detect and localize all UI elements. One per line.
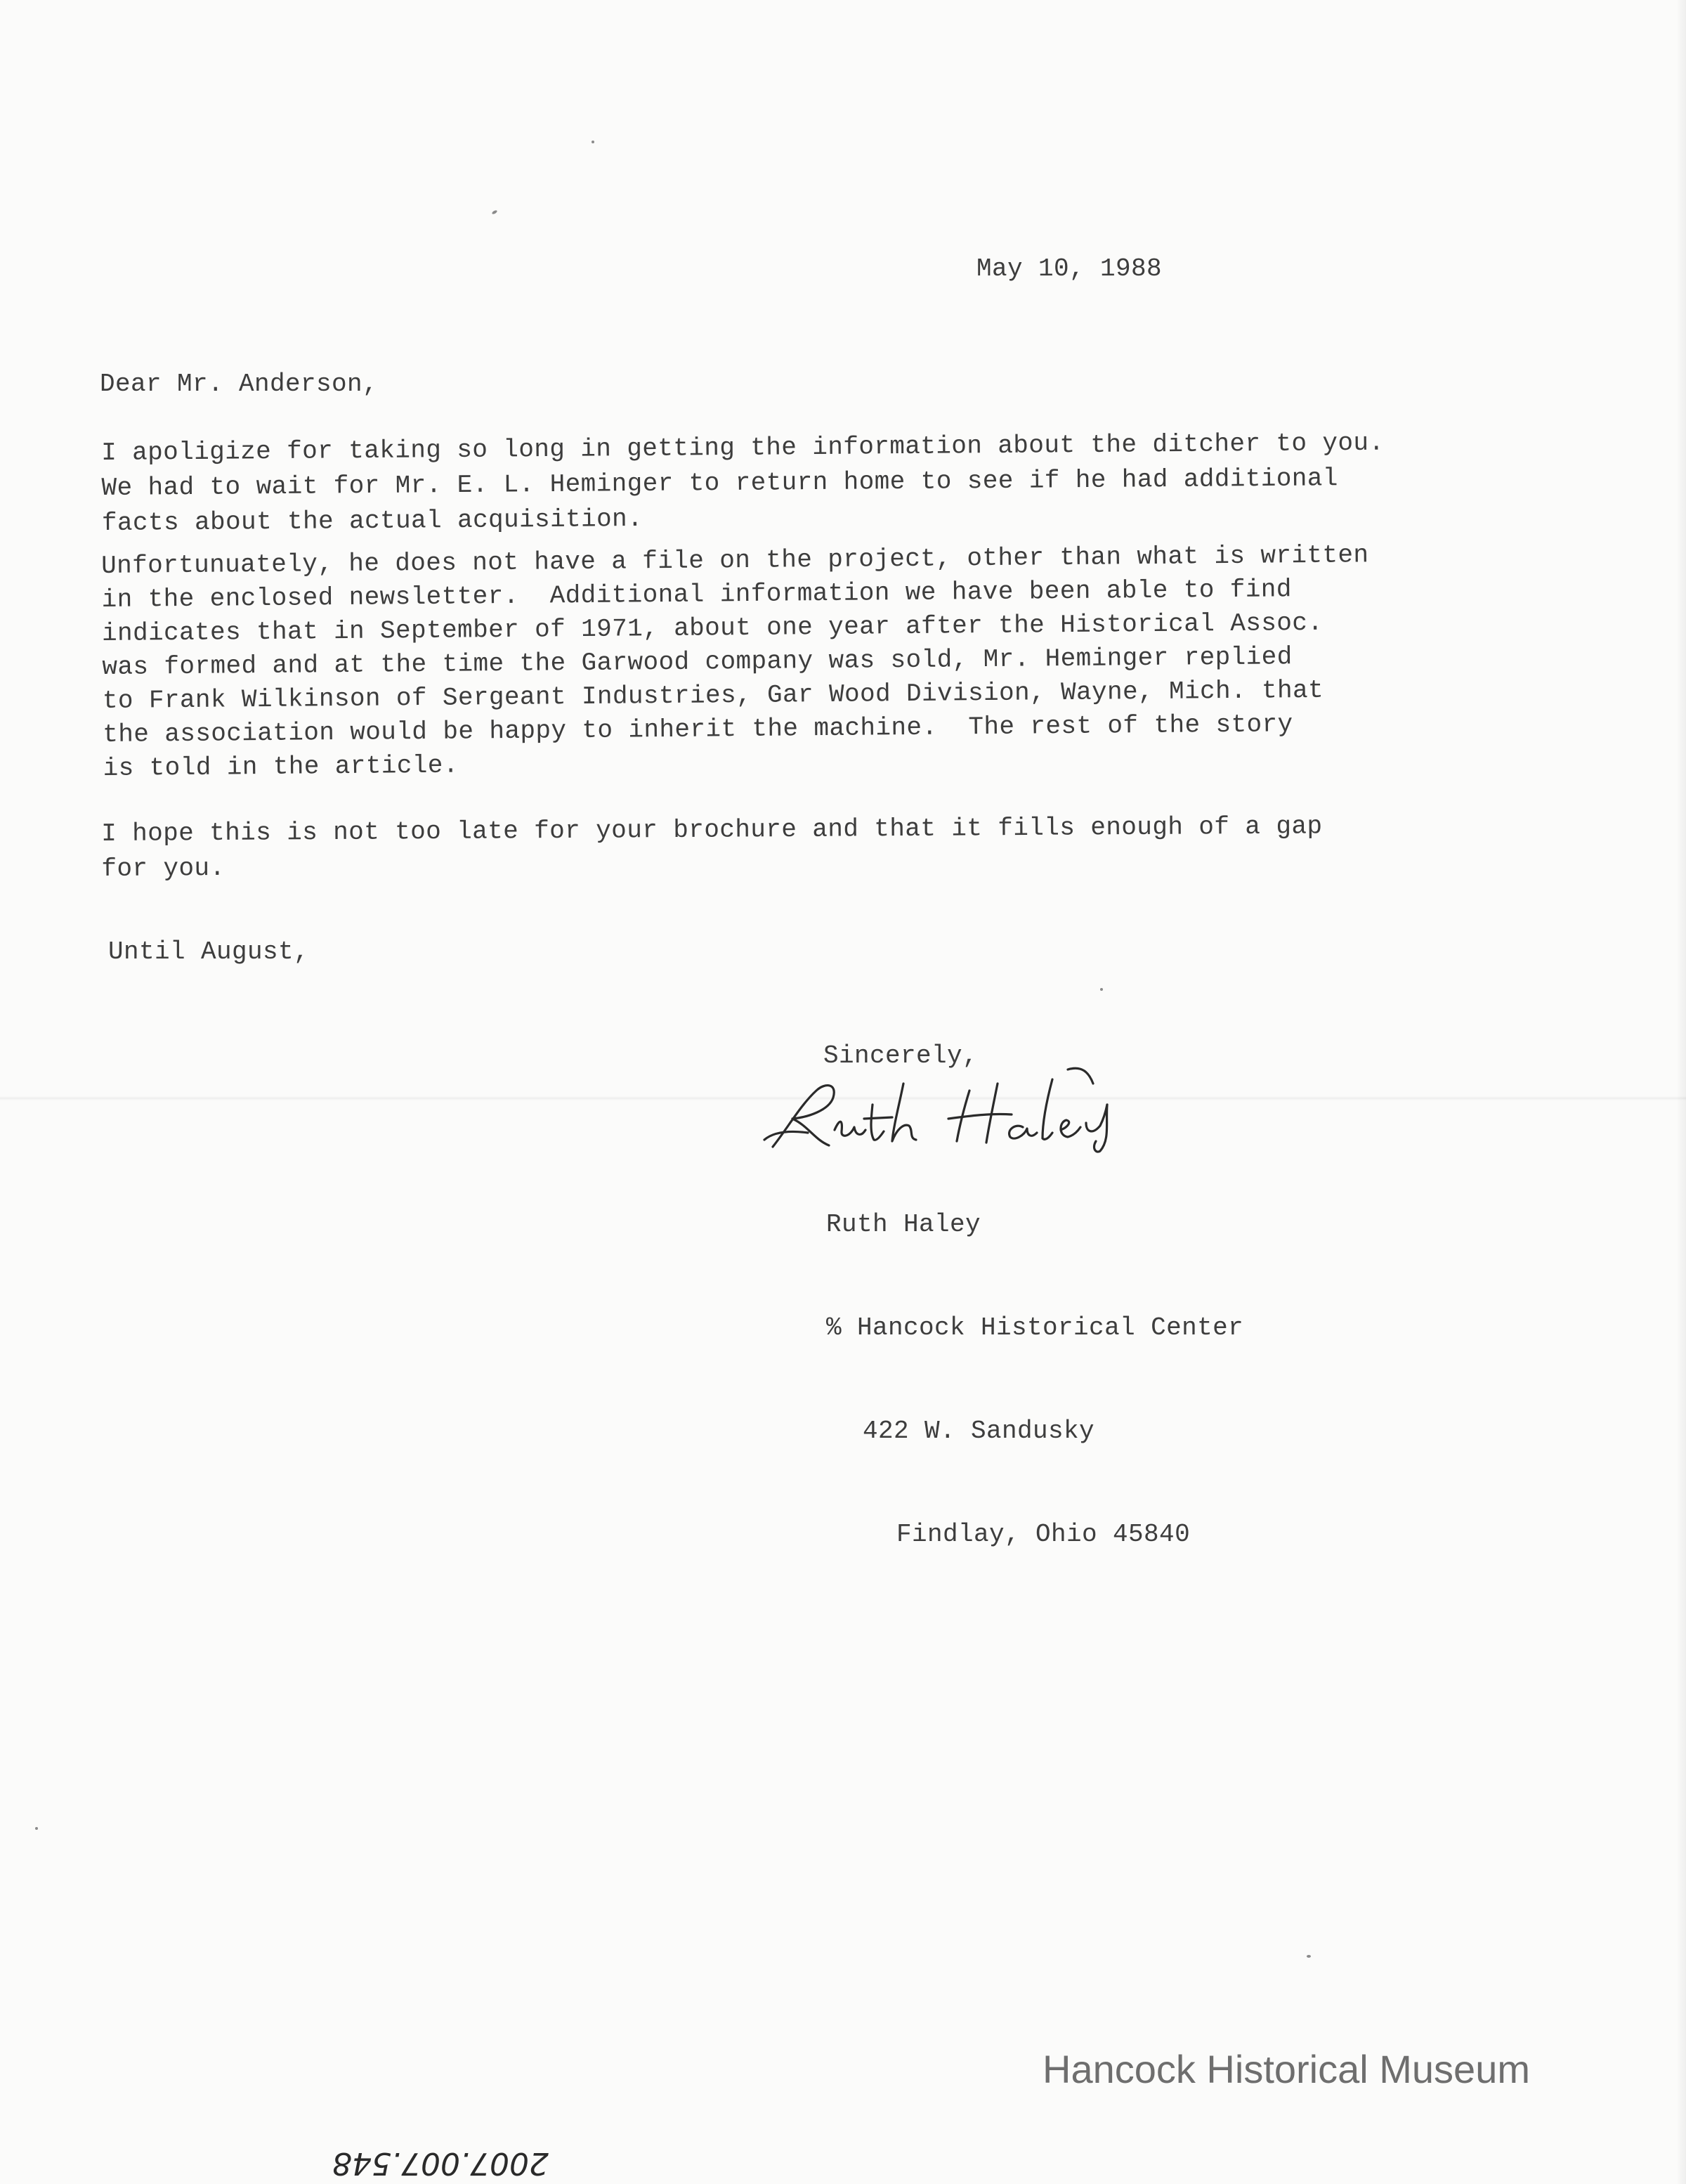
accession-number-text: 2007.007.548 (332, 2145, 549, 2181)
paper-speck (492, 209, 498, 214)
closing-line: Until August, (108, 937, 310, 966)
paper-speck (1307, 1955, 1311, 1958)
page-edge-shadow (1676, 0, 1686, 2184)
paragraph-3: I hope this is not too late for your brochure and that it fills enough of a gap for you. (101, 812, 1323, 883)
paragraph-1: I apoligize for taking so long in getting the information about the ditcher to you. We had to wait for Mr. E. L. Heminger to return home to see if he had additional facts about the actual acquisition. (101, 428, 1385, 538)
paper-speck (592, 141, 594, 143)
handwritten-accession-number (289, 2143, 592, 2184)
letter-date: May 10, 1988 (976, 254, 1163, 283)
paper-speck (1100, 988, 1103, 991)
valediction: Sincerely, (823, 1041, 979, 1070)
sender-street: 422 W. Sandusky (863, 1417, 1095, 1445)
salutation: Dear Mr. Anderson, (100, 370, 379, 398)
paragraph-2: Unfortunuately, he does not have a file on the project, other than what is written in the enclosed newsletter. Additional information we have been able to find indicates that in September of 1971, about one year after the Historical Assoc. was formed and at the time the Garwood company was sold, Mr. Heminger replied to Frank Wilkinson of Sergeant Industries, Gar Wood Division, Wayne, Mich. that the association would be happy to inherit the machine. The rest of the story is told in the article. (101, 540, 1369, 783)
paper-speck (35, 1827, 38, 1830)
sender-organization: % Hancock Historical Center (826, 1313, 1244, 1342)
sender-name: Ruth Haley (826, 1210, 981, 1239)
museum-watermark: Hancock Historical Museum (1043, 2047, 1530, 2091)
sender-address-block (826, 1138, 1243, 1620)
sender-city: Findlay, Ohio 45840 (896, 1520, 1191, 1549)
